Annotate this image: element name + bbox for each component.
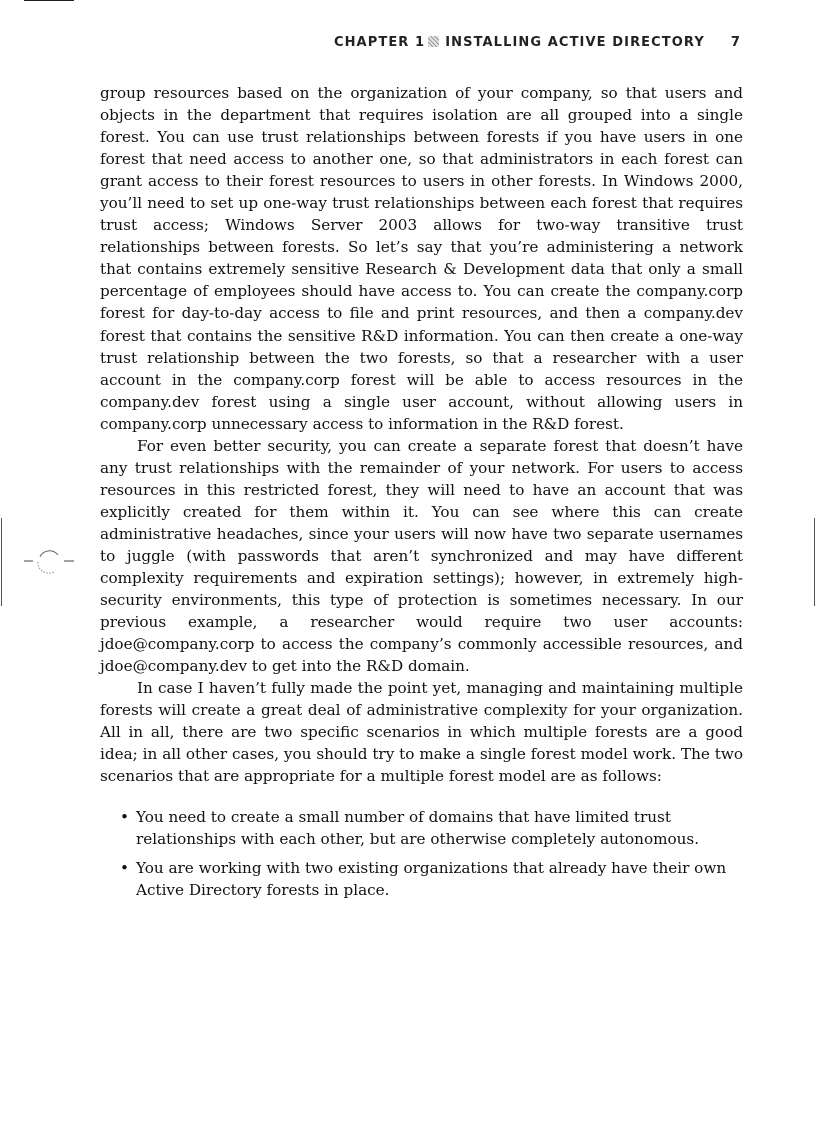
bullet-icon: • [120, 858, 129, 877]
bullet-icon: • [120, 807, 129, 826]
registration-mark-icon [24, 546, 76, 576]
paragraph: group resources based on the organization of your company, so that users and objects in the department that requires isolation are all grouped into a single forest. You can use trust relationships between forests if you have users in one forest that need access to another one, so that administrators in each forest can grant access to their forest resources to users in other forests. In Windows 2000, you’ll need to set up one-way trust relationships between each forest that requires trust access; Windows Server 2003 allows for two-way transitive trust relationships between forests. So let’s say that you’re administering a network that contains extremely sensitive Research & Development data that only a small percentage of employees should have access to. You can create the company.corp forest for day-to-day access to file and print resources, and then a company.dev forest that contains the sensitive R&D information. You can then create a one-way trust relationship between the two forests, so that a researcher with a user account in the company.corp forest will be able to access resources in the company.dev forest using a single user account, without allowing users in company.corp unnecessary access to information in the R&D forest. [100, 84, 743, 433]
running-header [100, 35, 741, 50]
list-item-text: You are working with two existing organizations that already have their own Active Directory forests in place. [136, 858, 727, 899]
list-item [100, 806, 729, 850]
list-item [100, 857, 729, 901]
chapter-title: INSTALLING ACTIVE DIRECTORY [445, 35, 705, 50]
edge-mark-right [814, 518, 815, 606]
bullet-list [100, 806, 743, 901]
body-text [100, 82, 743, 908]
paragraph: In case I haven’t fully made the point yet, managing and maintaining multiple forests will create a great deal of administrative complexity for your organization. All in all, there are two specific scenarios in which multiple forests are a good idea; in all other cases, you should try to make a single forest model work. The two scenarios that are appropriate for a multiple forest model are as follows: [100, 679, 743, 786]
page-number: 7 [730, 35, 741, 50]
list-item-text: You need to create a small number of domains that have limited trust relationships with each other, but are otherwise completely autonomous. [136, 807, 700, 848]
paragraph: For even better security, you can create a separate forest that doesn’t have any trust relationships with the remainder of your network. For users to access resources in this restricted forest, they will need to have an account that was explicitly created for them within it. You can see where this can create administrative headaches, since your users will now have two separate usernames to juggle (with passwords that aren’t synchronized and may have different complexity requirements and expiration settings); however, in extremely high-security environments, this type of protection is sometimes necessary. In our previous example, a researcher would require two user accounts: jdoe@company.corp to access the company’s commonly accessible resources, and jdoe@company.dev to get into the R&D domain. [100, 436, 743, 676]
chapter-label: CHAPTER 1 [333, 35, 426, 50]
gray-square-icon [428, 36, 439, 47]
edge-mark-left [1, 518, 2, 606]
crop-mark-top [24, 0, 74, 1]
